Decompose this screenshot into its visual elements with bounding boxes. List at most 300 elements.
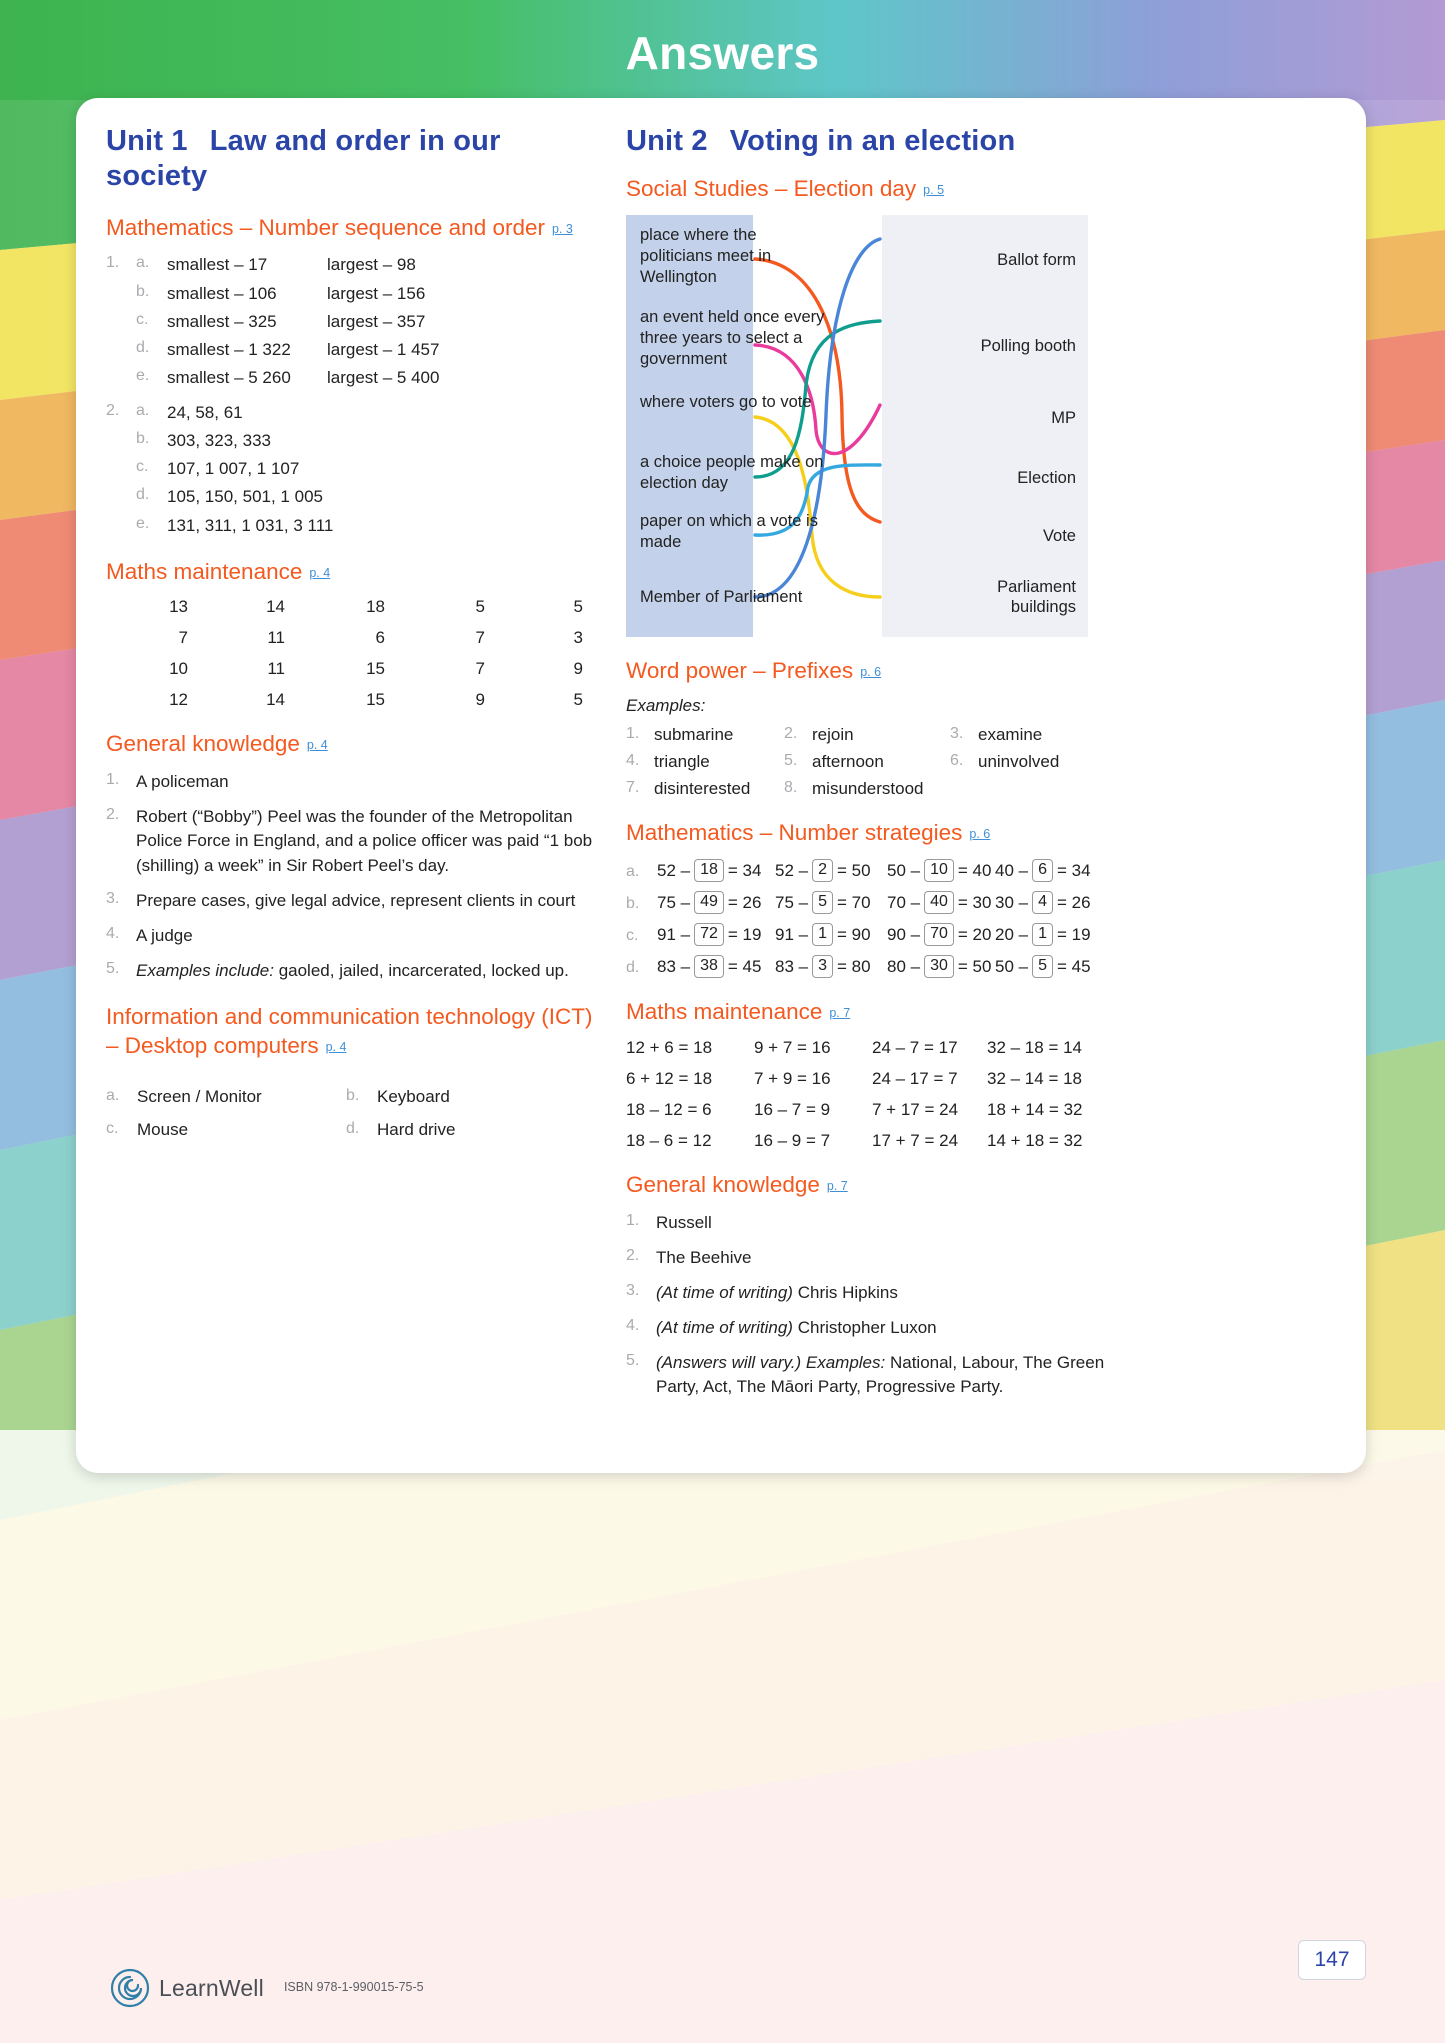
answer-row (106, 889, 602, 913)
grid-cell: 14 + 18 = 32 (987, 1130, 1083, 1150)
section-heading-text: Mathematics – Number strategies (626, 820, 963, 846)
answer-row (106, 282, 602, 306)
q1-block (106, 253, 602, 390)
question-number: 5. (784, 752, 798, 770)
answer-smallest: smallest – 17 (167, 255, 268, 275)
equation-rhs: = 20 (957, 924, 992, 944)
general-knowledge-list-right (626, 1211, 1114, 1400)
brand-block (110, 1968, 424, 2008)
equation (887, 859, 995, 882)
matching-definition[interactable]: a choice people make on election day (640, 452, 824, 493)
grid-cell: 24 – 17 = 7 (872, 1068, 958, 1088)
question-sublabel: a. (136, 254, 150, 272)
equation (995, 923, 1095, 946)
question-number: 2. (784, 725, 798, 743)
equation-rhs: = 40 (957, 860, 992, 880)
equation-lhs: 30 – (995, 892, 1029, 912)
question-number: 5. (626, 1352, 640, 1370)
answer-emphasis: (At time of writing) (656, 1318, 793, 1338)
answer-box[interactable]: 18 (694, 859, 724, 882)
answer-box[interactable]: 38 (694, 955, 724, 978)
question-sublabel: e. (136, 514, 150, 532)
question-sublabel: b. (346, 1086, 360, 1104)
ict-answers (106, 1087, 602, 1140)
question-number: 4. (106, 924, 120, 942)
answer-text (136, 959, 602, 983)
equation-lhs: 70 – (887, 892, 921, 912)
table-row (106, 597, 602, 617)
page-ref-link[interactable]: p. 7 (829, 1006, 851, 1021)
answer-row (626, 1281, 1114, 1305)
grid-cell: 18 + 14 = 32 (987, 1099, 1083, 1119)
answer-text (167, 366, 602, 390)
page-ref-link[interactable]: p. 7 (826, 1178, 848, 1193)
prefix-answer (950, 725, 1100, 745)
prefix-answer (950, 752, 1100, 772)
matching-definition[interactable]: Member of Parliament (640, 587, 803, 606)
answer-box[interactable]: 49 (694, 891, 724, 914)
equation (775, 923, 887, 946)
learnwell-logo-icon (110, 1968, 150, 2008)
unit-1-title (106, 124, 602, 194)
left-column (106, 124, 602, 1463)
question-number: 2. (106, 806, 120, 824)
answer-largest: largest – 156 (327, 283, 426, 303)
question-sublabel: d. (136, 486, 150, 504)
page-ref-link[interactable]: p. 6 (969, 827, 991, 842)
answer-box[interactable]: 72 (694, 923, 724, 946)
answer-largest: largest – 5 400 (327, 367, 440, 387)
number-strategies-rows (626, 859, 1114, 978)
answer-smallest: smallest – 325 (167, 311, 277, 331)
grid-cell: 14 (266, 690, 285, 710)
table-row (106, 1087, 602, 1107)
answer-text: Russell (656, 1212, 712, 1232)
grid-cell: 7 + 9 = 16 (754, 1068, 831, 1088)
equation-lhs: 20 – (995, 924, 1029, 944)
equation (657, 859, 775, 882)
answer-text (167, 282, 602, 306)
answer-text (656, 1351, 1114, 1399)
question-sublabel: a. (626, 862, 640, 880)
page-ref-link[interactable]: p. 5 (923, 182, 945, 197)
answer-row (106, 485, 602, 509)
question-sublabel: c. (136, 310, 149, 328)
answer-text: Keyboard (377, 1086, 450, 1106)
grid-cell: 7 (475, 628, 485, 648)
equation-rhs: = 45 (727, 956, 762, 976)
section-maths-maintenance-right (626, 998, 1114, 1027)
answer-text (656, 1316, 1114, 1340)
table-row (626, 1069, 1114, 1089)
equation-rhs: = 34 (727, 860, 762, 880)
table-row (106, 1120, 602, 1140)
question-sublabel: c. (136, 458, 149, 476)
page-title: Answers (625, 26, 820, 79)
answer-box[interactable]: 2 (812, 859, 833, 882)
grid-cell: 9 + 7 = 16 (754, 1037, 831, 1057)
answer-largest: largest – 357 (327, 311, 426, 331)
answer-box[interactable]: 70 (924, 923, 954, 946)
question-number: 2. (106, 402, 120, 420)
answer-row (106, 253, 602, 277)
answer-text: Mouse (137, 1119, 189, 1139)
grid-cell: 16 – 7 = 9 (754, 1099, 831, 1119)
page-ref-link[interactable]: p. 4 (306, 738, 328, 753)
table-row (626, 1100, 1114, 1120)
grid-cell: 11 (267, 628, 285, 648)
equation-rhs: = 70 (837, 892, 871, 912)
equation-rhs: = 30 (957, 892, 992, 912)
equation-row (626, 955, 1114, 978)
section-general-knowledge-left (106, 730, 602, 759)
question-number: 1. (626, 725, 640, 743)
page-footer (0, 1923, 1445, 2043)
grid-cell: 9 (573, 659, 583, 679)
question-number: 3. (950, 725, 964, 743)
section-general-knowledge-right (626, 1171, 1114, 1200)
answer-box[interactable]: 6 (1032, 859, 1053, 882)
section-heading-text: Information and communication technology (ICT) – Desktop computers (106, 1004, 593, 1058)
table-row (106, 659, 602, 679)
maths-maintenance-grid-left (106, 597, 602, 710)
answer-text: Hard drive (377, 1119, 456, 1139)
grid-cell: 3 (573, 628, 583, 648)
answer-row (106, 457, 602, 481)
equation (887, 955, 995, 978)
answer-text: misunderstood (812, 779, 924, 799)
answer-text: 24, 58, 61 (167, 403, 243, 423)
grid-cell: 7 (475, 659, 485, 679)
grid-cell: 14 (266, 597, 285, 617)
answer-row (106, 429, 602, 453)
general-knowledge-list-left (106, 770, 602, 983)
question-number: 5. (106, 959, 120, 977)
grid-cell: 32 – 14 = 18 (987, 1068, 1083, 1088)
question-sublabel: b. (136, 282, 150, 300)
answer-text: A judge (136, 925, 193, 945)
equation-rhs: = 26 (727, 892, 762, 912)
question-sublabel: c. (626, 926, 639, 944)
grid-cell: 7 + 17 = 24 (872, 1099, 959, 1119)
section-heading-text: Mathematics – Number sequence and order (106, 214, 545, 240)
unit-2-title (626, 124, 1114, 159)
answer-row (106, 366, 602, 390)
prefix-answer (626, 725, 784, 745)
answer-text (167, 310, 602, 334)
matching-definition[interactable]: where voters go to vote (640, 392, 812, 411)
question-number: 1. (106, 771, 120, 789)
ict-answer (346, 1120, 586, 1140)
answer-box[interactable]: 3 (812, 955, 833, 978)
answer-row (106, 805, 602, 877)
answer-row (106, 770, 602, 794)
equation (657, 955, 775, 978)
section-heading-text: Social Studies – Election day (626, 175, 917, 201)
answer-box[interactable]: 30 (924, 955, 954, 978)
answer-row (106, 959, 602, 983)
answer-text: uninvolved (978, 752, 1060, 772)
prefix-answer (784, 752, 950, 772)
equation-lhs: 90 – (887, 924, 921, 944)
question-number: 6. (950, 752, 964, 770)
grid-cell: 17 + 7 = 24 (872, 1130, 959, 1150)
section-heading-text: Maths maintenance (106, 558, 303, 584)
table-row (626, 1131, 1114, 1151)
answer-text (167, 253, 602, 277)
grid-cell: 5 (573, 597, 583, 617)
isbn-text: ISBN 978-1-990015-75-5 (283, 1980, 424, 1994)
answer-box[interactable]: 5 (1032, 955, 1053, 978)
examples-label: Examples: (626, 696, 706, 716)
answer-text (656, 1281, 1114, 1305)
equation (657, 891, 775, 914)
matching-definition[interactable]: place where the politicians meet in Wellington (640, 225, 772, 287)
equation (995, 891, 1095, 914)
matching-term[interactable]: Election (1017, 468, 1076, 487)
section-word-power (626, 657, 1114, 686)
prefix-answer (784, 725, 950, 745)
grid-cell: 16 – 9 = 7 (754, 1130, 831, 1150)
equation-lhs: 40 – (995, 860, 1029, 880)
grid-cell: 18 – 12 = 6 (626, 1099, 712, 1119)
equation-lhs: 91 – (657, 924, 691, 944)
answer-body: Christopher Luxon (792, 1318, 937, 1338)
grid-cell: 13 (169, 597, 188, 617)
equation-row (626, 859, 1114, 882)
table-row (626, 779, 1114, 799)
answer-largest: largest – 1 457 (327, 339, 440, 359)
matching-definition[interactable]: an event held once every three years to select a government (640, 307, 825, 369)
prefix-answer (784, 779, 950, 799)
equation-row (626, 923, 1114, 946)
table-row (626, 752, 1114, 772)
equation-rhs: = 34 (1057, 860, 1091, 880)
matching-term[interactable]: Ballot form (997, 250, 1076, 269)
maths-maintenance-grid-right (626, 1038, 1114, 1151)
question-sublabel: b. (136, 430, 150, 448)
matching-term[interactable]: Polling booth (980, 336, 1076, 355)
equation (887, 891, 995, 914)
ict-answer (346, 1087, 586, 1107)
page-ref-link[interactable]: p. 4 (325, 1039, 347, 1054)
answer-box[interactable]: 5 (812, 891, 833, 914)
matching-definition[interactable]: paper on which a vote is made (640, 511, 818, 552)
answer-emphasis: (At time of writing) (656, 1283, 793, 1303)
answer-box[interactable]: 4 (1032, 891, 1053, 914)
answer-row (626, 1351, 1114, 1399)
equation-lhs: 52 – (657, 860, 691, 880)
section-social-studies (626, 175, 1114, 204)
grid-cell: 10 (169, 659, 188, 679)
answer-text: A policeman (136, 772, 229, 792)
ict-answer (106, 1087, 346, 1107)
answer-row (626, 1316, 1114, 1340)
equation-rhs: = 50 (837, 860, 871, 880)
ict-answer (106, 1120, 346, 1140)
question-number: 2. (626, 1246, 640, 1264)
unit-1-label: Unit 1 (106, 125, 188, 157)
grid-cell: 12 + 6 = 18 (626, 1037, 713, 1057)
page-ref-link[interactable]: p. 6 (860, 664, 882, 679)
grid-cell: 6 (375, 628, 385, 648)
page-ref-link[interactable]: p. 3 (551, 221, 573, 236)
grid-cell: 15 (366, 690, 385, 710)
answer-text: examine (978, 725, 1043, 745)
equation (887, 923, 995, 946)
equation-lhs: 50 – (995, 956, 1029, 976)
section-heading-text: Word power – Prefixes (626, 657, 854, 683)
answer-row (626, 1246, 1114, 1270)
section-heading-text: General knowledge (626, 1171, 820, 1197)
question-sublabel: e. (136, 366, 150, 384)
table-row (626, 1038, 1114, 1058)
grid-cell: 18 (366, 597, 385, 617)
answer-row (106, 310, 602, 334)
grid-cell: 9 (475, 690, 485, 710)
question-sublabel: c. (106, 1119, 119, 1137)
table-row (626, 725, 1114, 745)
matching-term[interactable]: Parliament buildings (997, 577, 1076, 617)
equation-lhs: 83 – (775, 956, 809, 976)
answer-emphasis: (Answers will vary.) Examples: (656, 1353, 886, 1373)
question-number: 3. (626, 1282, 640, 1300)
answer-smallest: smallest – 106 (167, 283, 277, 303)
page-number-badge: 147 (1298, 1940, 1366, 1980)
table-row (106, 690, 602, 710)
question-number: 8. (784, 779, 798, 797)
grid-cell: 6 + 12 = 18 (626, 1068, 713, 1088)
answer-box[interactable]: 1 (812, 923, 833, 946)
section-maths-maintenance-left (106, 558, 602, 587)
brand-name: LearnWell (159, 1974, 264, 2001)
equation-lhs: 80 – (887, 956, 921, 976)
answer-body: gaoled, jailed, incarcerated, locked up. (273, 960, 569, 980)
answer-row (106, 338, 602, 362)
question-number: 3. (106, 889, 120, 907)
matching-diagram (626, 215, 1088, 637)
equation-lhs: 83 – (657, 956, 691, 976)
equation-rhs: = 80 (837, 956, 871, 976)
section-heading-text: Maths maintenance (626, 999, 823, 1025)
grid-cell: 18 – 6 = 12 (626, 1130, 712, 1150)
answer-box[interactable]: 10 (924, 859, 954, 882)
equation-row (626, 891, 1114, 914)
answer-largest: largest – 98 (327, 255, 416, 275)
question-sublabel: a. (106, 1086, 120, 1104)
answer-row (106, 924, 602, 948)
answers-card (76, 98, 1366, 1473)
question-sublabel: d. (626, 958, 640, 976)
question-sublabel: d. (346, 1119, 360, 1137)
section-maths-sequence (106, 214, 602, 243)
answer-emphasis: Examples include: (136, 960, 274, 980)
equation-lhs: 50 – (887, 860, 921, 880)
page-ref-link[interactable]: p. 4 (309, 565, 331, 580)
question-sublabel: d. (136, 338, 150, 356)
prefix-answer (626, 752, 784, 772)
equation-lhs: 75 – (657, 892, 691, 912)
answer-text (167, 338, 602, 362)
answer-text: 105, 150, 501, 1 005 (167, 487, 323, 507)
equation-rhs: = 50 (957, 956, 992, 976)
answer-text: submarine (654, 725, 734, 745)
prefix-answers (626, 725, 1114, 799)
grid-cell: 5 (475, 597, 485, 617)
answer-box[interactable]: 40 (924, 891, 954, 914)
answer-text: afternoon (812, 752, 884, 772)
section-heading-text: General knowledge (106, 731, 300, 757)
grid-cell: 7 (178, 628, 188, 648)
section-ict (106, 1003, 602, 1061)
answer-body: National, Labour, The Green Party, Act, The Māori Party, Progressive Party. (656, 1353, 1105, 1397)
answer-text: Prepare cases, give legal advice, represent clients in court (136, 890, 576, 910)
answer-row (626, 1211, 1114, 1235)
section-number-strategies (626, 819, 1114, 848)
right-column (626, 124, 1114, 1463)
table-row (106, 628, 602, 648)
grid-cell: 15 (366, 659, 385, 679)
answer-row (106, 514, 602, 538)
answer-smallest: smallest – 5 260 (167, 367, 291, 387)
equation (775, 891, 887, 914)
answer-text: Robert (“Bobby”) Peel was the founder of the Metropolitan Police Force in England, and a police officer was paid “1 bob (shilling) a week” in Sir Robert Peel’s day. (136, 807, 593, 875)
answer-box[interactable]: 1 (1032, 923, 1053, 946)
matching-term[interactable]: MP (1051, 408, 1076, 427)
grid-cell: 5 (573, 690, 583, 710)
equation (995, 955, 1095, 978)
answer-text: Screen / Monitor (137, 1086, 262, 1106)
equation-rhs: = 45 (1057, 956, 1091, 976)
grid-cell: 24 – 7 = 17 (872, 1037, 958, 1057)
equation (657, 923, 775, 946)
unit-1-name: Law and order in our society (106, 125, 501, 192)
equation-rhs: = 26 (1057, 892, 1091, 912)
question-number: 7. (626, 779, 640, 797)
question-number: 1. (626, 1211, 640, 1229)
answer-text: triangle (654, 752, 710, 772)
grid-cell: 12 (169, 690, 188, 710)
answer-text: 107, 1 007, 1 107 (167, 459, 300, 479)
equation-rhs: = 90 (837, 924, 871, 944)
grid-cell: 32 – 18 = 14 (987, 1037, 1083, 1057)
question-sublabel: b. (626, 894, 640, 912)
equation-rhs: = 19 (1057, 924, 1091, 944)
answer-text: rejoin (812, 725, 854, 745)
q2-block (106, 401, 602, 538)
prefix-answer (626, 779, 784, 799)
equation-lhs: 91 – (775, 924, 809, 944)
question-number: 4. (626, 1317, 640, 1335)
answer-text: The Beehive (656, 1247, 752, 1267)
answer-text: 303, 323, 333 (167, 431, 271, 451)
page-header (0, 0, 1445, 105)
equation-lhs: 52 – (775, 860, 809, 880)
equation (995, 859, 1095, 882)
grid-cell: 11 (267, 659, 285, 679)
equation-lhs: 75 – (775, 892, 809, 912)
answer-text: 131, 311, 1 031, 3 111 (167, 515, 334, 535)
question-sublabel: a. (136, 402, 150, 420)
equation (775, 955, 887, 978)
question-number: 1. (106, 254, 120, 272)
answer-text: disinterested (654, 779, 751, 799)
equation-rhs: = 19 (727, 924, 762, 944)
equation (775, 859, 887, 882)
unit-2-label: Unit 2 (626, 125, 708, 157)
matching-term[interactable]: Vote (1042, 526, 1076, 545)
answer-row (106, 401, 602, 425)
